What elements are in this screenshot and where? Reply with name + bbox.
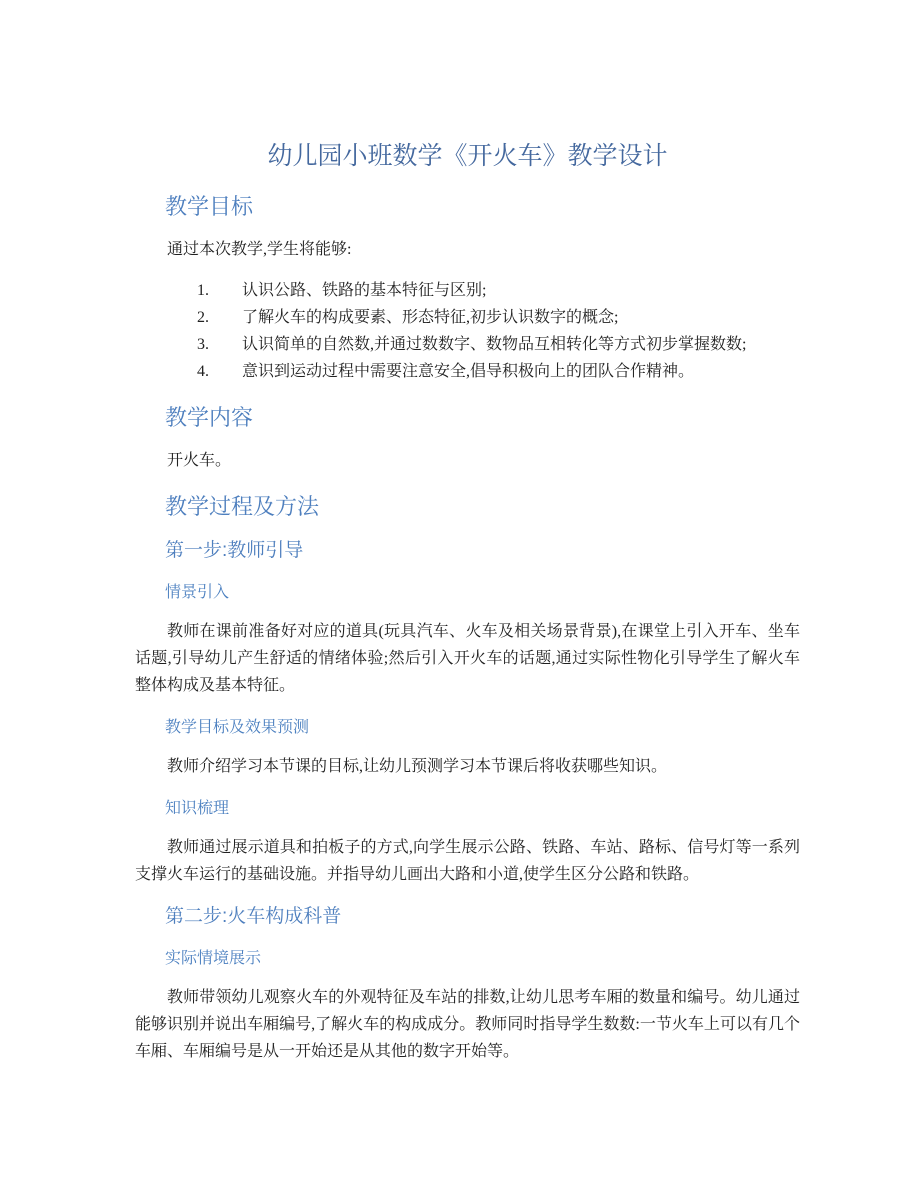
goal-item [135, 331, 800, 358]
paragraph-knowledge-combing: 教师通过展示道具和拍板子的方式,向学生展示公路、铁路、车站、路标、信号灯等一系列支撑火车运行的基础设施。并指导幼儿画出大路和小道,使学生区分公路和铁路。 [135, 839, 800, 883]
paragraph-scene-intro: 教师在课前准备好对应的道具(玩具汽车、火车及相关场景背景),在课堂上引入开车、坐车话题,引导幼儿产生舒适的情绪体验;然后引入开火车的话题,通过实际性物化引导学生了解火车整体构成及基本特征。 [135, 623, 800, 694]
goal-item [135, 277, 800, 304]
heading-teaching-content: 教学内容 [165, 405, 254, 430]
goal-item-text: 了解火车的构成要素、形态特征,初步认识数字的概念; [242, 309, 619, 326]
goal-item-number: 1. [197, 282, 209, 299]
goal-item-number: 2. [197, 309, 209, 326]
heading-real-situation: 实际情境展示 [165, 950, 262, 967]
goal-item-text: 认识公路、铁路的基本特征与区别; [242, 282, 487, 299]
paragraph-teaching-content: 开火车。 [167, 452, 232, 469]
goal-item-text: 意识到运动过程中需要注意安全,倡导积极向上的团队合作精神。 [242, 363, 695, 380]
goal-item-number: 4. [197, 363, 209, 380]
heading-knowledge-combing: 知识梳理 [165, 800, 230, 817]
paragraph-goals-intro: 通过本次教学,学生将能够: [167, 241, 352, 258]
paragraph-goal-prediction: 教师介绍学习本节课的目标,让幼儿预测学习本节课后将收获哪些知识。 [167, 758, 668, 775]
heading-step-1: 第一步:教师引导 [165, 540, 304, 561]
goal-item-text: 认识简单的自然数,并通过数数字、数物品互相转化等方式初步掌握数数; [242, 336, 747, 353]
heading-scene-intro: 情景引入 [165, 584, 230, 601]
goal-item [135, 358, 800, 385]
doc-title: 幼儿园小班数学《开火车》教学设计 [267, 142, 668, 170]
heading-step-2: 第二步:火车构成科普 [165, 906, 342, 927]
heading-teaching-goals: 教学目标 [165, 194, 254, 219]
heading-teaching-process: 教学过程及方法 [165, 494, 320, 519]
paragraph-real-situation: 教师带领幼儿观察火车的外观特征及车站的排数,让幼儿思考车厢的数量和编号。幼儿通过能够识别并说出车厢编号,了解火车的构成成分。教师同时指导学生数数:一节火车上可以有几个车厢、车厢编号是从一开始还是从其他的数字开始等。 [135, 989, 800, 1060]
goal-item [135, 304, 800, 331]
goal-list [135, 277, 800, 385]
goal-item-number: 3. [197, 336, 209, 353]
heading-goal-prediction: 教学目标及效果预测 [165, 719, 310, 736]
